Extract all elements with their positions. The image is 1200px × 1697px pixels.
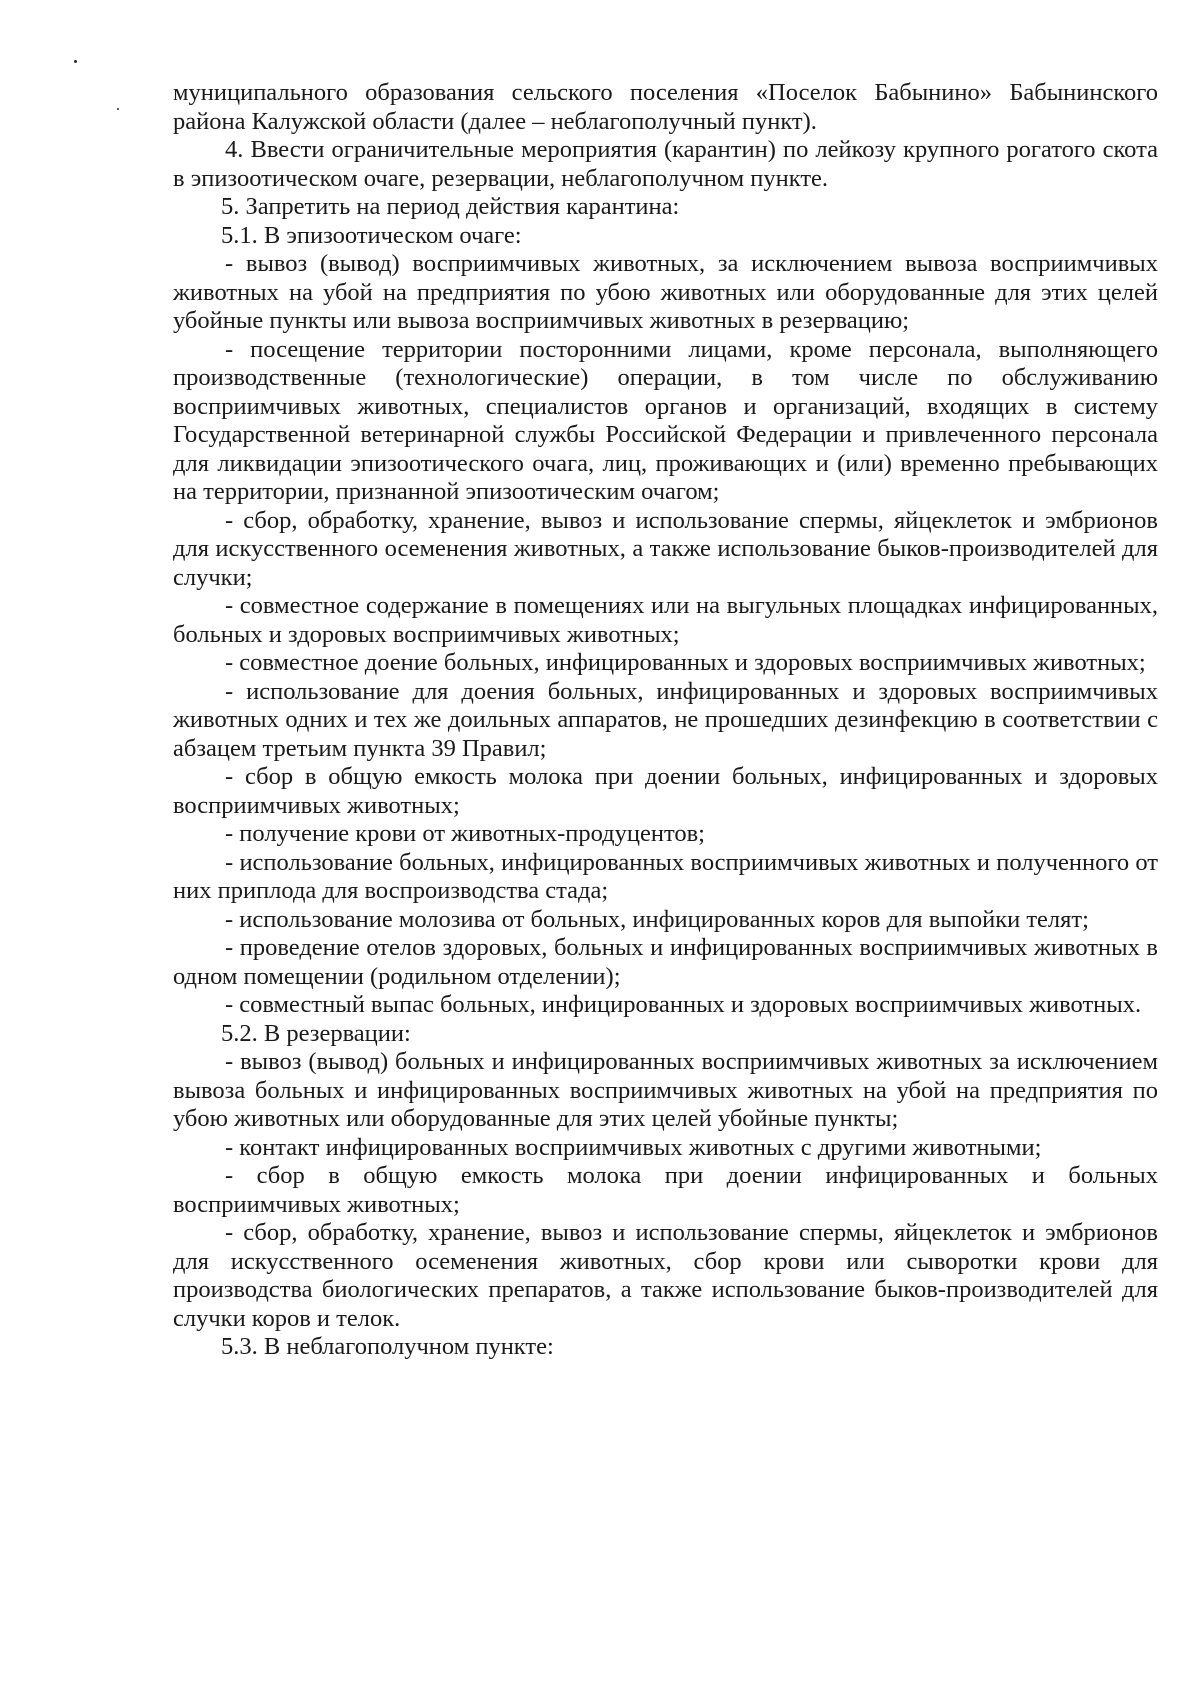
list-item: - использование для доения больных, инфицированных и здоровых восприимчивых животных одних и тех же доильных аппаратов, не прошедших дезинфекцию в соответствии с абзацем третьим пункта 39 Правил; <box>173 677 1158 762</box>
paragraph-continuation: муниципального образования сельского поселения «Поселок Бабынино» Бабынинского района Калужской области (далее – неблагополучный пункт). <box>173 79 1158 135</box>
list-item: - использование молозива от больных, инфицированных коров для выпойки телят; <box>225 905 1089 933</box>
scan-speck <box>117 108 119 110</box>
list-item: - совместное доение больных, инфицированных и здоровых восприимчивых животных; <box>225 649 1146 676</box>
list-item: - сбор в общую емкость молока при доении больных, инфицированных и здоровых восприимчивых животных; <box>173 763 1158 819</box>
list-item: - совместное содержание в помещениях или на выгульных площадках инфицированных, больных и здоровых восприимчивых животных; <box>173 592 1158 648</box>
subclause-5-3-heading: 5.3. В неблагополучном пункте: <box>221 1333 554 1360</box>
list-item: - получение крови от животных-продуцентов; <box>225 820 705 847</box>
list-item: - контакт инфицированных восприимчивых животных с другими животными; <box>225 1133 1042 1161</box>
list-item: - проведение отелов здоровых, больных и инфицированных восприимчивых животных в одном помещении (родильном отделении); <box>173 934 1158 990</box>
clause-5-heading: 5. Запретить на период действия карантина: <box>221 193 680 220</box>
list-item: - сбор, обработку, хранение, вывоз и использование спермы, яйцеклеток и эмбрионов для искусственного осеменения животных, а также использование быков-производителей для случки; <box>173 506 1158 591</box>
subclause-5-1-heading: 5.1. В эпизоотическом очаге: <box>221 221 522 249</box>
list-item: - совместный выпас больных, инфицированных и здоровых восприимчивых животных. <box>225 991 1142 1018</box>
scan-speck <box>74 60 77 63</box>
list-item: - посещение территории посторонними лицами, кроме персонала, выполняющего производственные (технологические) операции, в том числе по обслуживанию восприимчивых животных, специалистов органов и организаций, входящих в систему Государственной ветеринарной службы Российской Федерации и привлеченного персонала для ликвидации эпизоотического очага, лиц, проживающих и (или) временно пребывающих на территории, признанной эпизоотическим очагом; <box>173 335 1158 505</box>
list-item: - вывоз (вывод) восприимчивых животных, за исключением вывоза восприимчивых животных на убой на предприятия по убою животных или оборудованные для этих целей убойные пункты или вывоза восприимчивых животных в резервацию; <box>173 250 1158 334</box>
list-item: - вывоз (вывод) больных и инфицированных восприимчивых животных за исключением вывоза больных и инфицированных восприимчивых животных на убой на предприятия по убою животных или оборудованные для этих целей убойные пункты; <box>173 1048 1158 1132</box>
document-body <box>173 79 1158 1362</box>
list-item: - сбор, обработку, хранение, вывоз и использование спермы, яйцеклеток и эмбрионов для искусственного осеменения животных, сбор крови или сыворотки крови для производства биологических препаратов, а также использование быков-производителей для случки коров и телок. <box>173 1219 1158 1332</box>
subclause-5-2-heading: 5.2. В резервации: <box>221 1019 411 1047</box>
list-item: - использование больных, инфицированных восприимчивых животных и полученного от них приплода для воспроизводства стада; <box>173 848 1158 904</box>
list-item: - сбор в общую емкость молока при доении инфицированных и больных восприимчивых животных; <box>173 1162 1158 1218</box>
clause-4: 4. Ввести ограничительные мероприятия (карантин) по лейкозу крупного рогатого скота в эпизоотическом очаге, резервации, неблагополучном пункте. <box>173 136 1158 192</box>
